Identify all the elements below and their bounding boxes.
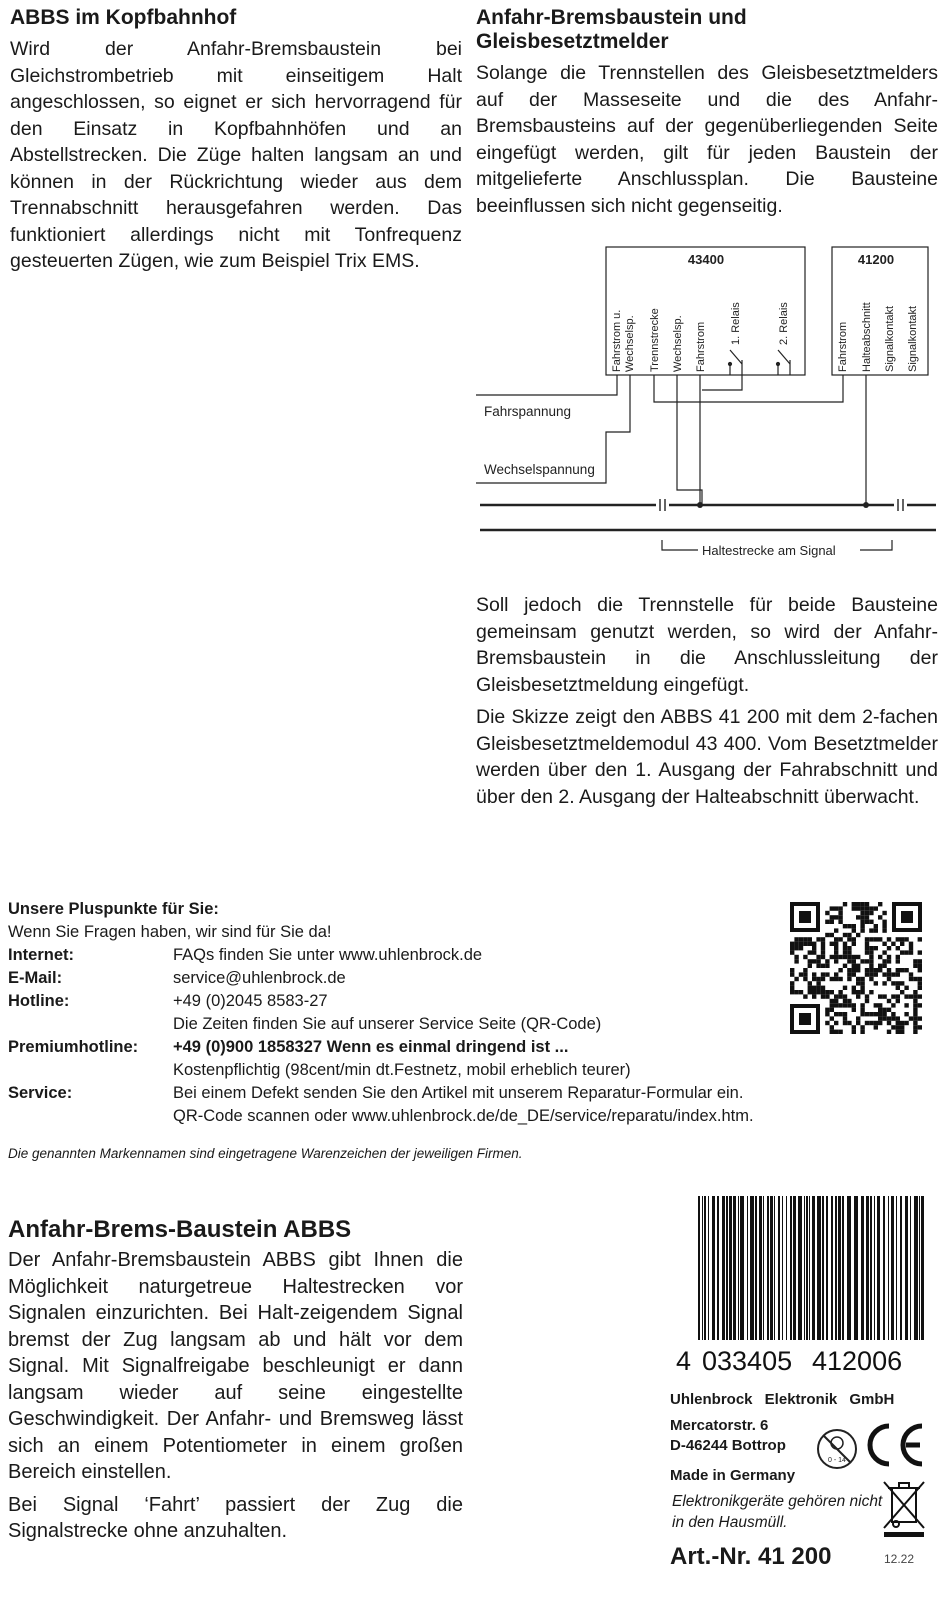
text-gleisbesetztmelder: Solange die Trennstellen des Gleisbesetztmelders auf der Masseseite und die des Anfahr-Bremsbausteins auf der gegenüberliegenden Seite eingefügt werden, gilt für jeden Baustein der mitgelieferte Anschlussplan. Die Bausteine beeinflussen sich nicht gegenseitig. xyxy=(476,62,938,217)
company-name: Uhlenbrock Elektronik GmbH xyxy=(670,1391,895,1408)
terminal-wechselsp-1: Wechselsp. xyxy=(624,315,636,372)
company-street: Mercatorstr. 6 xyxy=(670,1417,769,1434)
print-date: 12.22 xyxy=(884,1552,915,1566)
weee-bin-icon xyxy=(880,1478,928,1538)
heading-gleisbesetztmelder xyxy=(476,6,938,54)
pluspunkte-title: Unsere Pluspunkte für Sie: xyxy=(8,900,219,918)
terminal-fahrstrom-a: Fahrstrom xyxy=(695,321,707,372)
hotline-number: +49 (0)2045 8583-27 xyxy=(173,992,328,1010)
qr-code-icon[interactable] xyxy=(790,902,922,1034)
barcode-icon xyxy=(676,1196,924,1378)
text-kopfbahnhof: Wird der Anfahr-Bremsbaustein bei Gleichstrombetrieb mit einseitigem Halt angeschlossen, so eignet er sich hervorragend für den Einsatz in Kopfbahnhöfen und an Abstellstrecken. Die Züge halten langsam an und können in der Rückrichtung wieder aus dem Trennabschnitt herausgefahren werden. Das funktioniert allerdings nicht mit Tonfrequenz gesteuerten Zügen, wie zum Beispiel Trix EMS. xyxy=(10,38,462,272)
contact-row-internet xyxy=(8,944,888,967)
heading-line-1: Anfahr-Bremsbaustein und xyxy=(476,6,747,29)
terminal-trennstrecke: Trennstrecke xyxy=(649,308,661,372)
contact-row-service-note xyxy=(8,1105,888,1128)
label-haltestrecke: Haltestrecke am Signal xyxy=(702,543,836,558)
contact-row-email xyxy=(8,967,888,990)
terminal-signalkontakt-2: Signalkontakt xyxy=(907,305,919,372)
terminal-signalkontakt-1: Signalkontakt xyxy=(884,305,896,372)
section-abbs xyxy=(8,1215,463,1551)
email-label: E-Mail: xyxy=(8,969,63,987)
ce-mark-icon xyxy=(862,1422,926,1468)
company-city: D-46244 Bottrop xyxy=(670,1437,786,1454)
premium-note: Kostenpflichtig (98cent/min dt.Festnetz, mobil erheblich teurer) xyxy=(173,1061,631,1079)
section-pluspunkte xyxy=(8,898,888,1165)
relay-switch-1 xyxy=(729,350,743,375)
terminal-wechselsp-2: Wechselsp. xyxy=(672,315,684,372)
contact-row-premium-note xyxy=(8,1059,888,1082)
terminal-relais-2: 2. Relais xyxy=(778,302,790,345)
barcode-digit-1: 4 xyxy=(676,1346,692,1376)
contact-row-hotline xyxy=(8,990,888,1013)
text-trennstelle-2: Die Skizze zeigt den ABBS 41 200 mit dem 2-fachen Gleisbesetztmeldemodul 43 400. Vom Besetztmelder werden über den 1. Ausgang der Fahrabschnitt und über den 2. Ausgang der Halteabschnitt überwacht. xyxy=(476,706,938,808)
module-41200-label: 41200 xyxy=(857,252,895,267)
text-abbs-2: Bei Signal ‘Fahrt’ passiert der Zug die Signalstrecke ohne anzuhalten. xyxy=(8,1493,463,1542)
disposal-note: Elektronikgeräte gehören nicht in den Hausmüll. xyxy=(672,1493,883,1531)
contact-row-premium xyxy=(8,1036,888,1059)
contact-row-hotline-note xyxy=(8,1013,888,1036)
text-abbs-1: Der Anfahr-Bremsbaustein ABBS gibt Ihnen die Möglichkeit naturgetreue Haltestrecken vor Signalen einzurichten. Bei Halt-zeigendem Signal bremst der Zug langsam ab und hält vor dem Signal. Mit Signalfreigabe beschleunigt er dann langsam wieder auf seine eingestellte Geschwindigkeit. Der Anfahr- und Bremsweg lässt sich an einem Potentiometer in einem großen Bereich einstellen. xyxy=(8,1249,463,1483)
module-43400-label: 43400 xyxy=(687,252,725,267)
hotline-label: Hotline: xyxy=(8,992,70,1010)
label-fahrspannung: Fahrspannung xyxy=(484,404,572,419)
premium-number: +49 (0)900 1858327 Wenn es einmal dringend ist ... xyxy=(173,1038,569,1056)
service-note[interactable]: QR-Code scannen oder www.uhlenbrock.de/de_DE/service/reparatu/index.htm. xyxy=(173,1107,754,1125)
contact-row-service xyxy=(8,1082,888,1105)
label-wechselspannung: Wechselspannung xyxy=(484,462,595,477)
made-in: Made in Germany xyxy=(670,1467,796,1484)
track xyxy=(480,499,936,530)
section-gleisbesetztmelder xyxy=(476,6,938,219)
wires xyxy=(476,375,866,505)
terminal-fahrstrom-u: Fahrstrom u. xyxy=(611,309,623,372)
internet-label: Internet: xyxy=(8,946,74,964)
heading-kopfbahnhof: ABBS im Kopfbahnhof xyxy=(10,6,237,29)
service-label: Service: xyxy=(8,1084,73,1102)
hotline-note: Die Zeiten finden Sie auf unserer Service Seite (QR-Code) xyxy=(173,1015,602,1033)
age-mark-text: 0 - 14 xyxy=(828,1457,846,1464)
article-number: Art.-Nr. 41 200 xyxy=(670,1543,832,1570)
section-trennstelle xyxy=(476,592,938,816)
service-text: Bei einem Defekt senden Sie den Artikel mit unserem Reparatur-Formular ein. xyxy=(173,1084,744,1102)
text-trennstelle-1: Soll jedoch die Trennstelle für beide Bausteine gemeinsam genutzt werden, so wird der Anfahr-Bremsbaustein in die Anschlussleitung der Gleisbesetztmeldung eingefügt. xyxy=(476,594,938,696)
trademark-note: Die genannten Markennamen sind eingetragene Warenzeichen der jeweiligen Firmen. xyxy=(8,1146,523,1161)
internet-link[interactable]: FAQs finden Sie unter www.uhlenbrock.de xyxy=(173,946,483,964)
heading-abbs: Anfahr-Brems-Baustein ABBS xyxy=(8,1216,352,1243)
heading-line-2: Gleisbesetztmelder xyxy=(476,30,669,53)
relay-switch-2 xyxy=(777,350,791,375)
halte-bracket-left xyxy=(662,540,698,550)
email-link[interactable]: service@uhlenbrock.de xyxy=(173,969,346,987)
wiring-diagram xyxy=(476,240,942,560)
terminal-fahrstrom-b: Fahrstrom xyxy=(837,321,849,372)
age-warning-icon xyxy=(815,1427,859,1471)
barcode-digits-2: 033405 xyxy=(702,1346,793,1376)
section-kopfbahnhof xyxy=(10,6,462,275)
terminal-relais-1: 1. Relais xyxy=(730,302,742,345)
terminal-halteabschnitt: Halteabschnitt xyxy=(861,302,873,372)
premium-label: Premiumhotline: xyxy=(8,1038,139,1056)
pluspunkte-intro: Wenn Sie Fragen haben, wir sind für Sie da! xyxy=(8,923,332,941)
halte-bracket-right xyxy=(860,540,892,550)
barcode-digits-3: 412006 xyxy=(812,1346,903,1376)
